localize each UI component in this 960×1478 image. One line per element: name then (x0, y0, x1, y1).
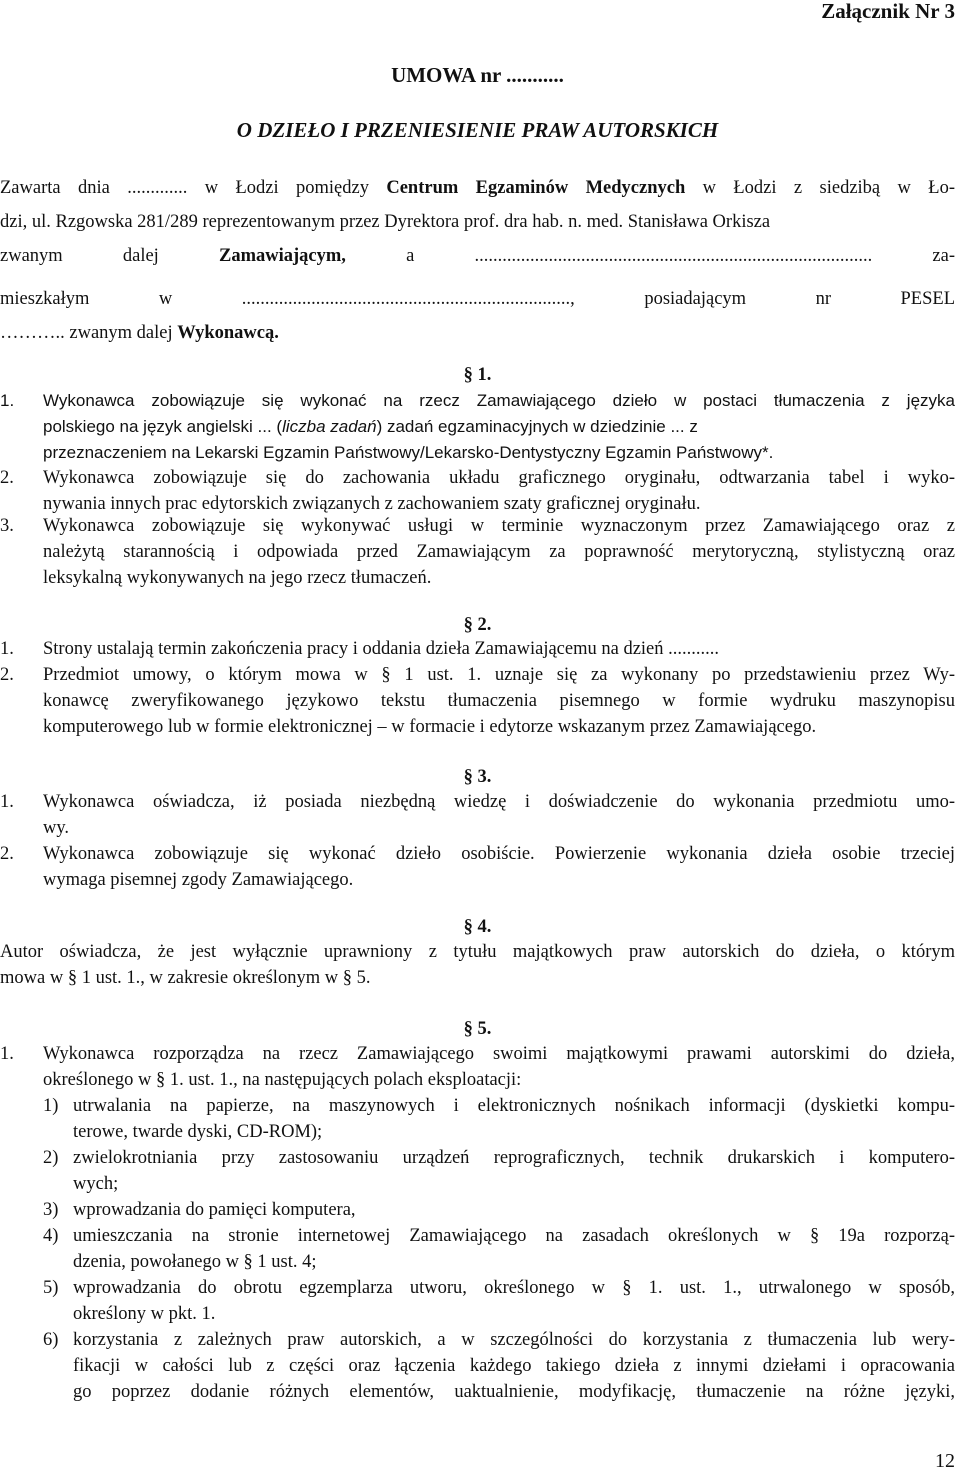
section-heading-4: § 4. (463, 917, 492, 937)
s5-p1-num: 1. (0, 1044, 14, 1064)
list-item-line: wprowadzania do obrotu egzemplarza utworu, określonego w § 1. ust. 1., utrwalonego w sposób, (73, 1278, 955, 1298)
page-number: 12 (935, 1450, 955, 1472)
list-item-line: terowe, twarde dyski, CD-ROM); (73, 1122, 323, 1142)
s3-p1-line-1: Wykonawca oświadcza, iż posiada niezbędną wiedzę i doświadczenie do wykonania przedmiotu umo- (43, 792, 955, 812)
s3-p2-num: 2. (0, 844, 14, 864)
intro-line-1 (0, 175, 955, 201)
s3-p2-line-1: Wykonawca zobowiązuje się wykonać dzieło osobiście. Powierzenie wykonania dzieła osobie trzeciej (43, 844, 955, 864)
contract-title: UMOWA nr ........... (391, 63, 564, 87)
list-item-line: zwielokrotniania przy zastosowaniu urządzeń reprograficznych, technik drukarskich i komputero- (73, 1148, 955, 1168)
intro-text: zwanym dalej (0, 246, 219, 266)
list-item-num: 4) (43, 1226, 59, 1246)
list-item-line: korzystania z zależnych praw autorskich, a w szczególności do korzystania z tłumaczenia lub wery- (73, 1330, 955, 1350)
contract-subtitle: O DZIEŁO I PRZENIESIENIE PRAW AUTORSKICH (236, 118, 719, 142)
list-item-num: 2) (43, 1148, 59, 1168)
list-item-num: 6) (43, 1330, 59, 1350)
s2-p1-num: 1. (0, 639, 14, 659)
intro-line-4: mieszkałym w ......................................................................., posiadającym nr PESEL (0, 289, 955, 309)
list-item-line: określony w pkt. 1. (73, 1304, 216, 1324)
list-item-num: 5) (43, 1278, 59, 1298)
s1-p1-num: 1. (0, 391, 15, 410)
intro-line-3 (0, 243, 955, 269)
s2-p2-line-2: konawcę zweryfikowanego językowo tekstu tłumaczenia pisemnego w formie wydruku maszynopisu (43, 691, 955, 711)
intro-text: w Łodzi z siedzibą w Ło- (685, 178, 955, 198)
s1-p3-line-1: Wykonawca zobowiązuje się wykonywać usługi w terminie wyznaczonym przez Zamawiającego oraz z (43, 516, 955, 536)
intro-line-2 (0, 209, 955, 235)
intro-text: dzi, ul. Rzgowska 281/289 reprezentowanym przez Dyrektora prof. dra hab. n. med. (0, 212, 628, 232)
s2-p2-line-3: komputerowego lub w formie elektronicznej – w formacie i edytorze wskazanym przez Zamawiającego. (43, 717, 817, 737)
placeholder-term: liczba zadań (282, 417, 377, 436)
s1-p1-line-2 (43, 414, 955, 440)
s1-text: polskiego na język angielski ... ( (43, 417, 283, 436)
s1-p2-line-1: Wykonawca zobowiązuje się do zachowania układu graficznego oryginału, odtwarzania tabel i wyko- (43, 468, 955, 488)
s1-p3-line-2: należytą starannością i odpowiada przed Zamawiającym za poprawność merytoryczną, stylistyczną oraz (43, 542, 955, 562)
section-heading-1: § 1. (463, 365, 492, 385)
s2-p2-line-1: Przedmiot umowy, o którym mowa w § 1 ust. 1. uznaje się za wykonany po przedstawieniu przez Wy- (43, 665, 955, 685)
annex-label: Załącznik Nr 3 (821, 0, 955, 23)
s3-p1-line-2: wy. (43, 818, 70, 838)
list-item-line: fikacji w całości lub z części oraz łączenia każdego takiego dzieła z innymi dziełami i opracowania (73, 1356, 955, 1376)
s3-p2-line-2: wymaga pisemnej zgody Zamawiającego. (43, 870, 354, 890)
list-item-line: go poprzez dodanie różnych elementów, uaktualnienie, modyfikację, tłumaczenie na różne języki, (73, 1382, 955, 1402)
s2-p1-line-1: Strony ustalają termin zakończenia pracy i oddania dzieła Zamawiającemu na dzień ........... (43, 639, 719, 659)
list-item-line: dzenia, powołanego w § 1 ust. 4; (73, 1252, 317, 1272)
list-item-line: wych; (73, 1174, 119, 1194)
list-item-num: 1) (43, 1096, 59, 1116)
s1-p3-line-3: leksykalną wykonywanych na jego rzecz tłumaczeń. (43, 568, 432, 588)
section-heading-3: § 3. (463, 767, 492, 787)
s5-p1-line-2: określonego w § 1. ust. 1., na następujących polach eksploatacji: (43, 1070, 522, 1090)
intro-text: ……….. zwanym dalej (0, 323, 178, 343)
director-name: Stanisława Orkisza (627, 212, 771, 232)
s2-p2-num: 2. (0, 665, 14, 685)
s1-text: ) zadań egzaminacyjnych w dziedzinie ... z (376, 417, 698, 436)
list-item-line: umieszczania na stronie internetowej Zamawiającego na zasadach określonych w § 19a rozporzą- (73, 1226, 955, 1246)
party-role: Wykonawcą. (177, 323, 279, 343)
s1-p2-line-2: nywania innych prac edytorskich związanych z zachowaniem szaty graficznej oryginału. (43, 494, 701, 514)
s4-line-2: mowa w § 1 ust. 1., w zakresie określonym w § 5. (0, 968, 371, 988)
s4-line-1: Autor oświadcza, że jest wyłącznie uprawniony z tytułu majątkowych praw autorskich do dzieła, o którym (0, 942, 955, 962)
list-item-line: wprowadzania do pamięci komputera, (73, 1200, 356, 1220)
s5-p1-line-1: Wykonawca rozporządza na rzecz Zamawiającego swoimi majątkowymi prawami autorskimi do dzieła, (43, 1044, 955, 1064)
list-item-num: 3) (43, 1200, 59, 1220)
party-name: Centrum Egzaminów Medycznych (386, 178, 686, 198)
s1-p2-num: 2. (0, 468, 14, 488)
section-heading-5: § 5. (463, 1019, 492, 1039)
party-role: Zamawiającym, (219, 246, 346, 266)
s1-p1-line-3: przeznaczeniem na Lekarski Egzamin Państwowy/Lekarsko-Dentystyczny Egzamin Państwowy*. (43, 443, 774, 462)
s3-p1-num: 1. (0, 792, 14, 812)
s1-p3-num: 3. (0, 516, 14, 536)
intro-text: a ...................................................................................... za- (345, 246, 956, 266)
s1-p1-line-1: Wykonawca zobowiązuje się wykonać na rzecz Zamawiającego dzieło w postaci tłumaczenia z języka (43, 391, 955, 410)
intro-text: Zawarta dnia ............. w Łodzi pomiędzy (0, 178, 387, 198)
intro-line-5 (0, 320, 955, 346)
section-heading-2: § 2. (463, 615, 492, 635)
list-item-line: utrwalania na papierze, na maszynowych i elektronicznych nośnikach informacji (dyskietki kompu- (73, 1096, 955, 1116)
